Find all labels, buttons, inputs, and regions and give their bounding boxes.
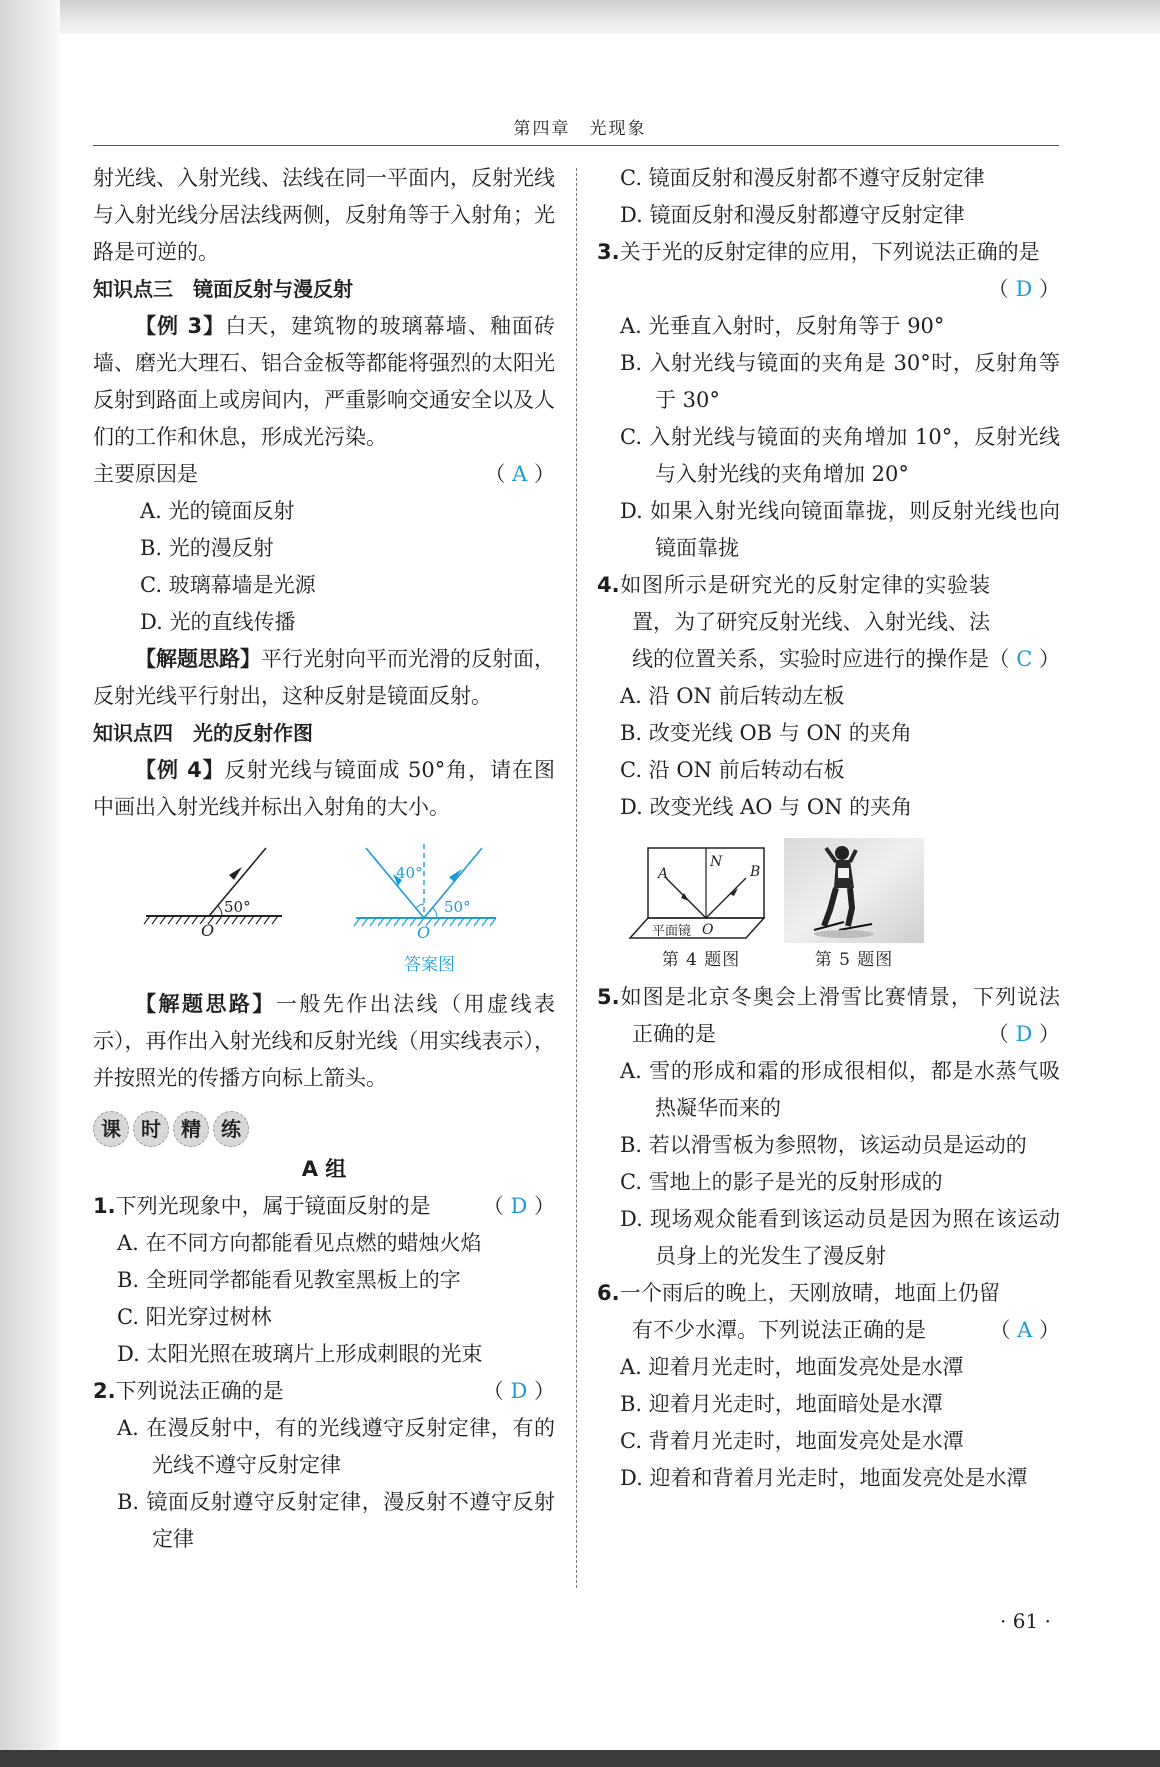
reflection-diagram — [104, 838, 544, 988]
figure-5-caption: 第 5 题图 — [814, 950, 894, 970]
example-4-solution — [93, 986, 555, 1097]
question-1-text: 下列光现象中，属于镜面反射的是 — [115, 1194, 431, 1218]
example-3-stem — [93, 308, 555, 456]
question-3-text: 关于光的反射定律的应用，下列说法正确的是 — [619, 240, 1040, 264]
example-3-option: B. 光的漫反射 — [140, 536, 274, 560]
question-6-option: B. 迎着月光走时，地面暗处是水潭 — [620, 1392, 943, 1416]
right-column — [596, 160, 1060, 1497]
question-1-option: A. 在不同方向都能看见点燃的蜡烛火焰 — [117, 1231, 482, 1255]
example-3-option: D. 光的直线传播 — [140, 610, 296, 634]
incident-ray — [366, 848, 424, 918]
question-3-option: C. 入射光线与镜面的夹角增加 10°，反射光线与入射光线的夹角增加 20° — [620, 425, 1060, 486]
left-point-label: O — [201, 921, 215, 940]
question-3-option: A. 光垂直入射时，反射角等于 90° — [620, 314, 945, 338]
question-3-option: B. 入射光线与镜面的夹角是 30°时，反射角等于 30° — [620, 351, 1060, 412]
badge-char: 课 — [93, 1111, 129, 1147]
knowledge-point-4-title: 知识点四 光的反射作图 — [93, 721, 313, 745]
left-angle-label: 50° — [224, 898, 251, 916]
column-divider — [576, 168, 577, 1588]
question-4-option: C. 沿 ON 前后转动右板 — [620, 758, 845, 782]
question-1-answer-bracket: （ D ） — [482, 1194, 555, 1218]
label-o: O — [702, 922, 714, 938]
question-3-number: 3. — [597, 240, 620, 264]
question-4-option: A. 沿 ON 前后转动左板 — [620, 684, 845, 708]
reflection-apparatus-diagram — [626, 838, 776, 943]
label-mirror: 平面镜 — [652, 924, 692, 939]
example-3-last-line: 主要原因是 — [93, 462, 198, 486]
question-5-option: C. 雪地上的影子是光的反射形成的 — [620, 1170, 943, 1194]
label-b: B — [750, 864, 761, 880]
question-2-option-c: C. 镜面反射和漫反射都不遵守反射定律 — [620, 166, 985, 190]
example-3-solution-text: 平行光射向平而光滑的反射面，反射光线平行射出，这种反射是镜面反射。 — [93, 647, 555, 708]
question-4-number: 4. — [597, 573, 620, 597]
question-6-text: 一个雨后的晚上，天刚放晴，地面上仍留有不少水潭。下列说法正确的是 — [619, 1281, 1000, 1342]
badge-char: 时 — [133, 1111, 169, 1147]
question-4-option: B. 改变光线 OB 与 ON 的夹角 — [620, 721, 912, 745]
page-number: · 61 · — [1000, 1609, 1051, 1633]
answer-figure-caption: 答案图 — [404, 955, 455, 975]
example-3-answer: A — [512, 462, 528, 486]
question-2-text: 下列说法正确的是 — [115, 1379, 284, 1403]
right-angle-label-40: 40° — [396, 864, 423, 882]
question-3-answer-bracket: （ D ） — [987, 277, 1060, 301]
skier-photo — [784, 838, 924, 943]
question-3-answer: D — [1015, 277, 1033, 301]
scan-bottom-edge — [0, 1750, 1160, 1767]
example-3-solution — [93, 641, 555, 715]
example-3-option: A. 光的镜面反射 — [140, 499, 295, 523]
question-figures — [626, 838, 1060, 977]
question-4-answer: C — [1016, 647, 1033, 671]
question-6-stem — [596, 1275, 1060, 1349]
question-4-stem — [596, 567, 1060, 678]
question-5-answer-bracket: （ D ） — [987, 1022, 1060, 1046]
question-6-answer: A — [1017, 1318, 1033, 1342]
question-5-text: 如图是北京冬奥会上滑雪比赛情景，下列说法正确的是 — [619, 985, 1060, 1046]
header-rule — [93, 145, 1059, 146]
question-6-number: 6. — [597, 1281, 620, 1305]
question-2-answer-bracket: （ D ） — [482, 1379, 555, 1403]
section-badges — [93, 1111, 555, 1147]
right-point-label: O — [417, 923, 431, 942]
question-6-option: D. 迎着和背着月光走时，地面发亮处是水潭 — [620, 1466, 1028, 1490]
example-3-answer-line — [93, 456, 555, 493]
question-5-option: B. 若以滑雪板为参照物，该运动员是运动的 — [620, 1133, 1027, 1157]
group-heading: A 组 — [301, 1157, 347, 1181]
question-figure — [144, 848, 282, 940]
example-3-solution-tag: 【解题思路】 — [135, 647, 261, 671]
question-6-answer-bracket: （ A ） — [989, 1318, 1060, 1342]
scan-top-edge — [0, 0, 1160, 34]
example-4-stem — [93, 752, 555, 826]
question-1-stem — [93, 1188, 555, 1225]
example-3-answer-bracket: （ A ） — [484, 462, 555, 486]
example-4-figures — [93, 838, 555, 986]
question-1-option: B. 全班同学都能看见教室黑板上的字 — [117, 1268, 461, 1292]
question-2-number: 2. — [93, 1379, 116, 1403]
question-4-text: 如图所示是研究光的反射定律的实验装置，为了研究反射光线、入射光线、法线的位置关系，实验时应进行的操作是 — [619, 573, 990, 671]
knowledge-point-3-title: 知识点三 镜面反射与漫反射 — [93, 277, 353, 301]
example-3-text: 白天，建筑物的玻璃幕墙、釉面砖墙、磨光大理石、铝合金板等都能将强烈的太阳光反射到路面上或房间内，严重影响交通安全以及人们的工作和休息，形成光污染。 — [93, 314, 555, 449]
example-4-text: 反射光线与镜面成 50°角，请在图中画出入射光线并标出入射角的大小。 — [93, 758, 555, 819]
question-2-option-a: A. 在漫反射中，有的光线遵守反射定律，有的光线不遵守反射定律 — [117, 1416, 555, 1477]
label-n: N — [710, 854, 723, 870]
question-3-option: D. 如果入射光线向镜面靠拢，则反射光线也向镜面靠拢 — [620, 499, 1060, 560]
question-1-number: 1. — [93, 1194, 116, 1218]
example-3-option: C. 玻璃幕墙是光源 — [140, 573, 316, 597]
question-4-answer-bracket: （ C ） — [988, 647, 1060, 671]
question-2-option-b: B. 镜面反射遵守反射定律，漫反射不遵守反射定律 — [117, 1490, 555, 1551]
left-column — [93, 160, 555, 1558]
figure-4 — [626, 838, 776, 977]
example-4-solution-text: 一般先作出法线（用虚线表示），再作出入射光线和反射光线（用实线表示），并按照光的传播方向标上箭头。 — [93, 992, 556, 1090]
question-4-option: D. 改变光线 AO 与 ON 的夹角 — [620, 795, 913, 819]
question-5-option: A. 雪的形成和霜的形成很相似，都是水蒸气吸热凝华而来的 — [620, 1059, 1060, 1120]
example-4-solution-tag: 【解题思路】 — [135, 992, 276, 1016]
example-3-tag: 【例 3】 — [135, 314, 226, 338]
badge-char: 练 — [213, 1111, 249, 1147]
example-4-tag: 【例 4】 — [135, 758, 225, 782]
answer-figure — [354, 844, 496, 975]
question-5-answer: D — [1015, 1022, 1033, 1046]
question-5-number: 5. — [597, 985, 620, 1009]
question-1-option: C. 阳光穿过树林 — [117, 1305, 272, 1329]
question-5-option: D. 现场观众能看到该运动员是因为照在该运动员身上的光发生了漫反射 — [620, 1207, 1060, 1268]
right-angle-label-50: 50° — [444, 898, 471, 916]
question-1-answer: D — [510, 1194, 528, 1218]
label-a: A — [658, 866, 669, 882]
question-6-option: A. 迎着月光走时，地面发亮处是水潭 — [620, 1355, 964, 1379]
intro-paragraph: 射光线、入射光线、法线在同一平面内，反射光线与入射光线分居法线两侧，反射角等于入射角；光路是可逆的。 — [93, 166, 555, 264]
question-6-option: C. 背着月光走时，地面发亮处是水潭 — [620, 1429, 964, 1453]
figure-4-caption: 第 4 题图 — [661, 950, 741, 970]
figure-5 — [784, 838, 924, 977]
badge-char: 精 — [173, 1111, 209, 1147]
scan-left-edge — [0, 0, 60, 1767]
question-2-answer: D — [510, 1379, 528, 1403]
question-2-stem — [93, 1373, 555, 1410]
question-2-option-d: D. 镜面反射和漫反射都遵守反射定律 — [620, 203, 965, 227]
chapter-header: 第四章 光现象 — [513, 119, 647, 139]
question-3-stem — [596, 234, 1060, 271]
question-1-option: D. 太阳光照在玻璃片上形成刺眼的光束 — [117, 1342, 483, 1366]
